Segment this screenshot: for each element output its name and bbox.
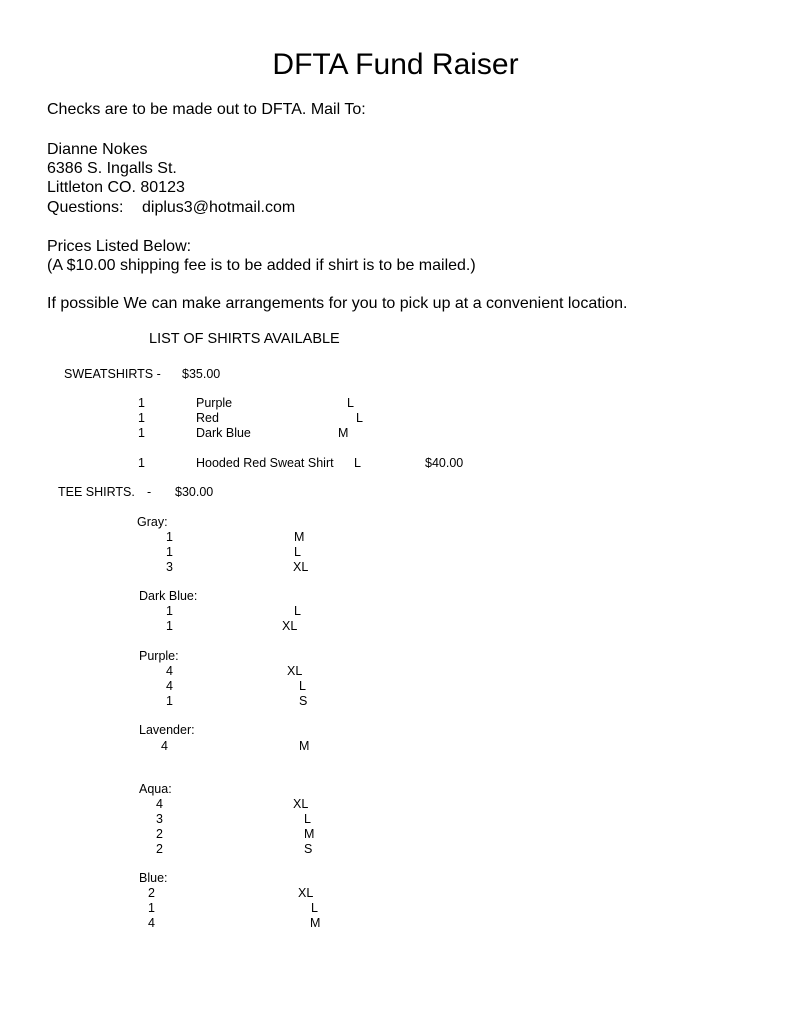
tee-size: L bbox=[299, 679, 306, 693]
tee-color-blue: Blue: bbox=[139, 871, 168, 885]
tee-size: XL bbox=[298, 886, 314, 900]
tee-color-gray: Gray: bbox=[137, 515, 168, 529]
tee-shirts-price: $30.00 bbox=[175, 485, 214, 499]
prices-heading: Prices Listed Below: bbox=[47, 238, 192, 255]
sweatshirts-price: $35.00 bbox=[182, 367, 221, 381]
tee-qty: 3 bbox=[156, 812, 163, 826]
hooded-color: Hooded Red Sweat Shirt bbox=[196, 456, 334, 470]
tee-qty: 1 bbox=[148, 901, 155, 915]
hooded-price: $40.00 bbox=[425, 456, 464, 470]
sweatshirt-size: M bbox=[338, 426, 349, 440]
tee-qty: 4 bbox=[148, 916, 155, 930]
tee-color-dark-blue: Dark Blue: bbox=[139, 589, 198, 603]
tee-qty: 1 bbox=[166, 545, 173, 559]
questions-label: Questions: bbox=[47, 199, 124, 216]
hooded-qty: 1 bbox=[138, 456, 145, 470]
tee-qty: 2 bbox=[148, 886, 155, 900]
pickup-note: If possible We can make arrangements for you to pick up at a convenient location. bbox=[47, 295, 628, 312]
tee-qty: 4 bbox=[166, 679, 173, 693]
tee-qty: 1 bbox=[166, 619, 173, 633]
sweatshirts-label: SWEATSHIRTS - bbox=[64, 367, 161, 381]
tee-size: M bbox=[299, 739, 310, 753]
sweatshirt-qty: 1 bbox=[138, 396, 145, 410]
checks-payable-line: Checks are to be made out to DFTA. Mail To: bbox=[47, 101, 366, 118]
tee-size: L bbox=[311, 901, 318, 915]
tee-qty: 4 bbox=[166, 664, 173, 678]
tee-size: XL bbox=[282, 619, 298, 633]
page-title: DFTA Fund Raiser bbox=[272, 48, 519, 81]
sweatshirt-size: L bbox=[347, 396, 354, 410]
tee-qty: 4 bbox=[156, 797, 163, 811]
tee-size: S bbox=[304, 842, 313, 856]
tee-size: XL bbox=[293, 560, 309, 574]
sweatshirt-qty: 1 bbox=[138, 411, 145, 425]
tee-color-lavender: Lavender: bbox=[139, 723, 195, 737]
tee-size: L bbox=[304, 812, 311, 826]
tee-color-aqua: Aqua: bbox=[139, 782, 172, 796]
sweatshirt-size: L bbox=[356, 411, 363, 425]
shipping-note: (A $10.00 shipping fee is to be added if shirt is to be mailed.) bbox=[47, 257, 476, 274]
tee-qty: 1 bbox=[166, 694, 173, 708]
tee-size: M bbox=[304, 827, 315, 841]
tee-qty: 1 bbox=[166, 530, 173, 544]
tee-qty: 2 bbox=[156, 842, 163, 856]
tee-size: S bbox=[299, 694, 308, 708]
tee-size: L bbox=[294, 545, 301, 559]
tee-qty: 3 bbox=[166, 560, 173, 574]
mail-to-street: 6386 S. Ingalls St. bbox=[47, 160, 177, 177]
tee-size: M bbox=[294, 530, 305, 544]
list-heading: LIST OF SHIRTS AVAILABLE bbox=[149, 331, 340, 347]
tee-size: XL bbox=[287, 664, 303, 678]
tee-color-purple: Purple: bbox=[139, 649, 179, 663]
tee-qty: 1 bbox=[166, 604, 173, 618]
tee-shirts-dash: - bbox=[147, 485, 152, 499]
sweatshirt-color: Purple bbox=[196, 396, 233, 410]
mail-to-name: Dianne Nokes bbox=[47, 141, 148, 158]
sweatshirt-color: Red bbox=[196, 411, 219, 425]
tee-size: XL bbox=[293, 797, 309, 811]
tee-qty: 2 bbox=[156, 827, 163, 841]
tee-qty: 4 bbox=[161, 739, 168, 753]
tee-shirts-label: TEE SHIRTS. bbox=[58, 485, 135, 499]
contact-email: diplus3@hotmail.com bbox=[142, 199, 296, 216]
tee-size: L bbox=[294, 604, 301, 618]
sweatshirt-color: Dark Blue bbox=[196, 426, 251, 440]
tee-size: M bbox=[310, 916, 321, 930]
sweatshirt-qty: 1 bbox=[138, 426, 145, 440]
hooded-size: L bbox=[354, 456, 361, 470]
mail-to-city: Littleton CO. 80123 bbox=[47, 179, 185, 196]
